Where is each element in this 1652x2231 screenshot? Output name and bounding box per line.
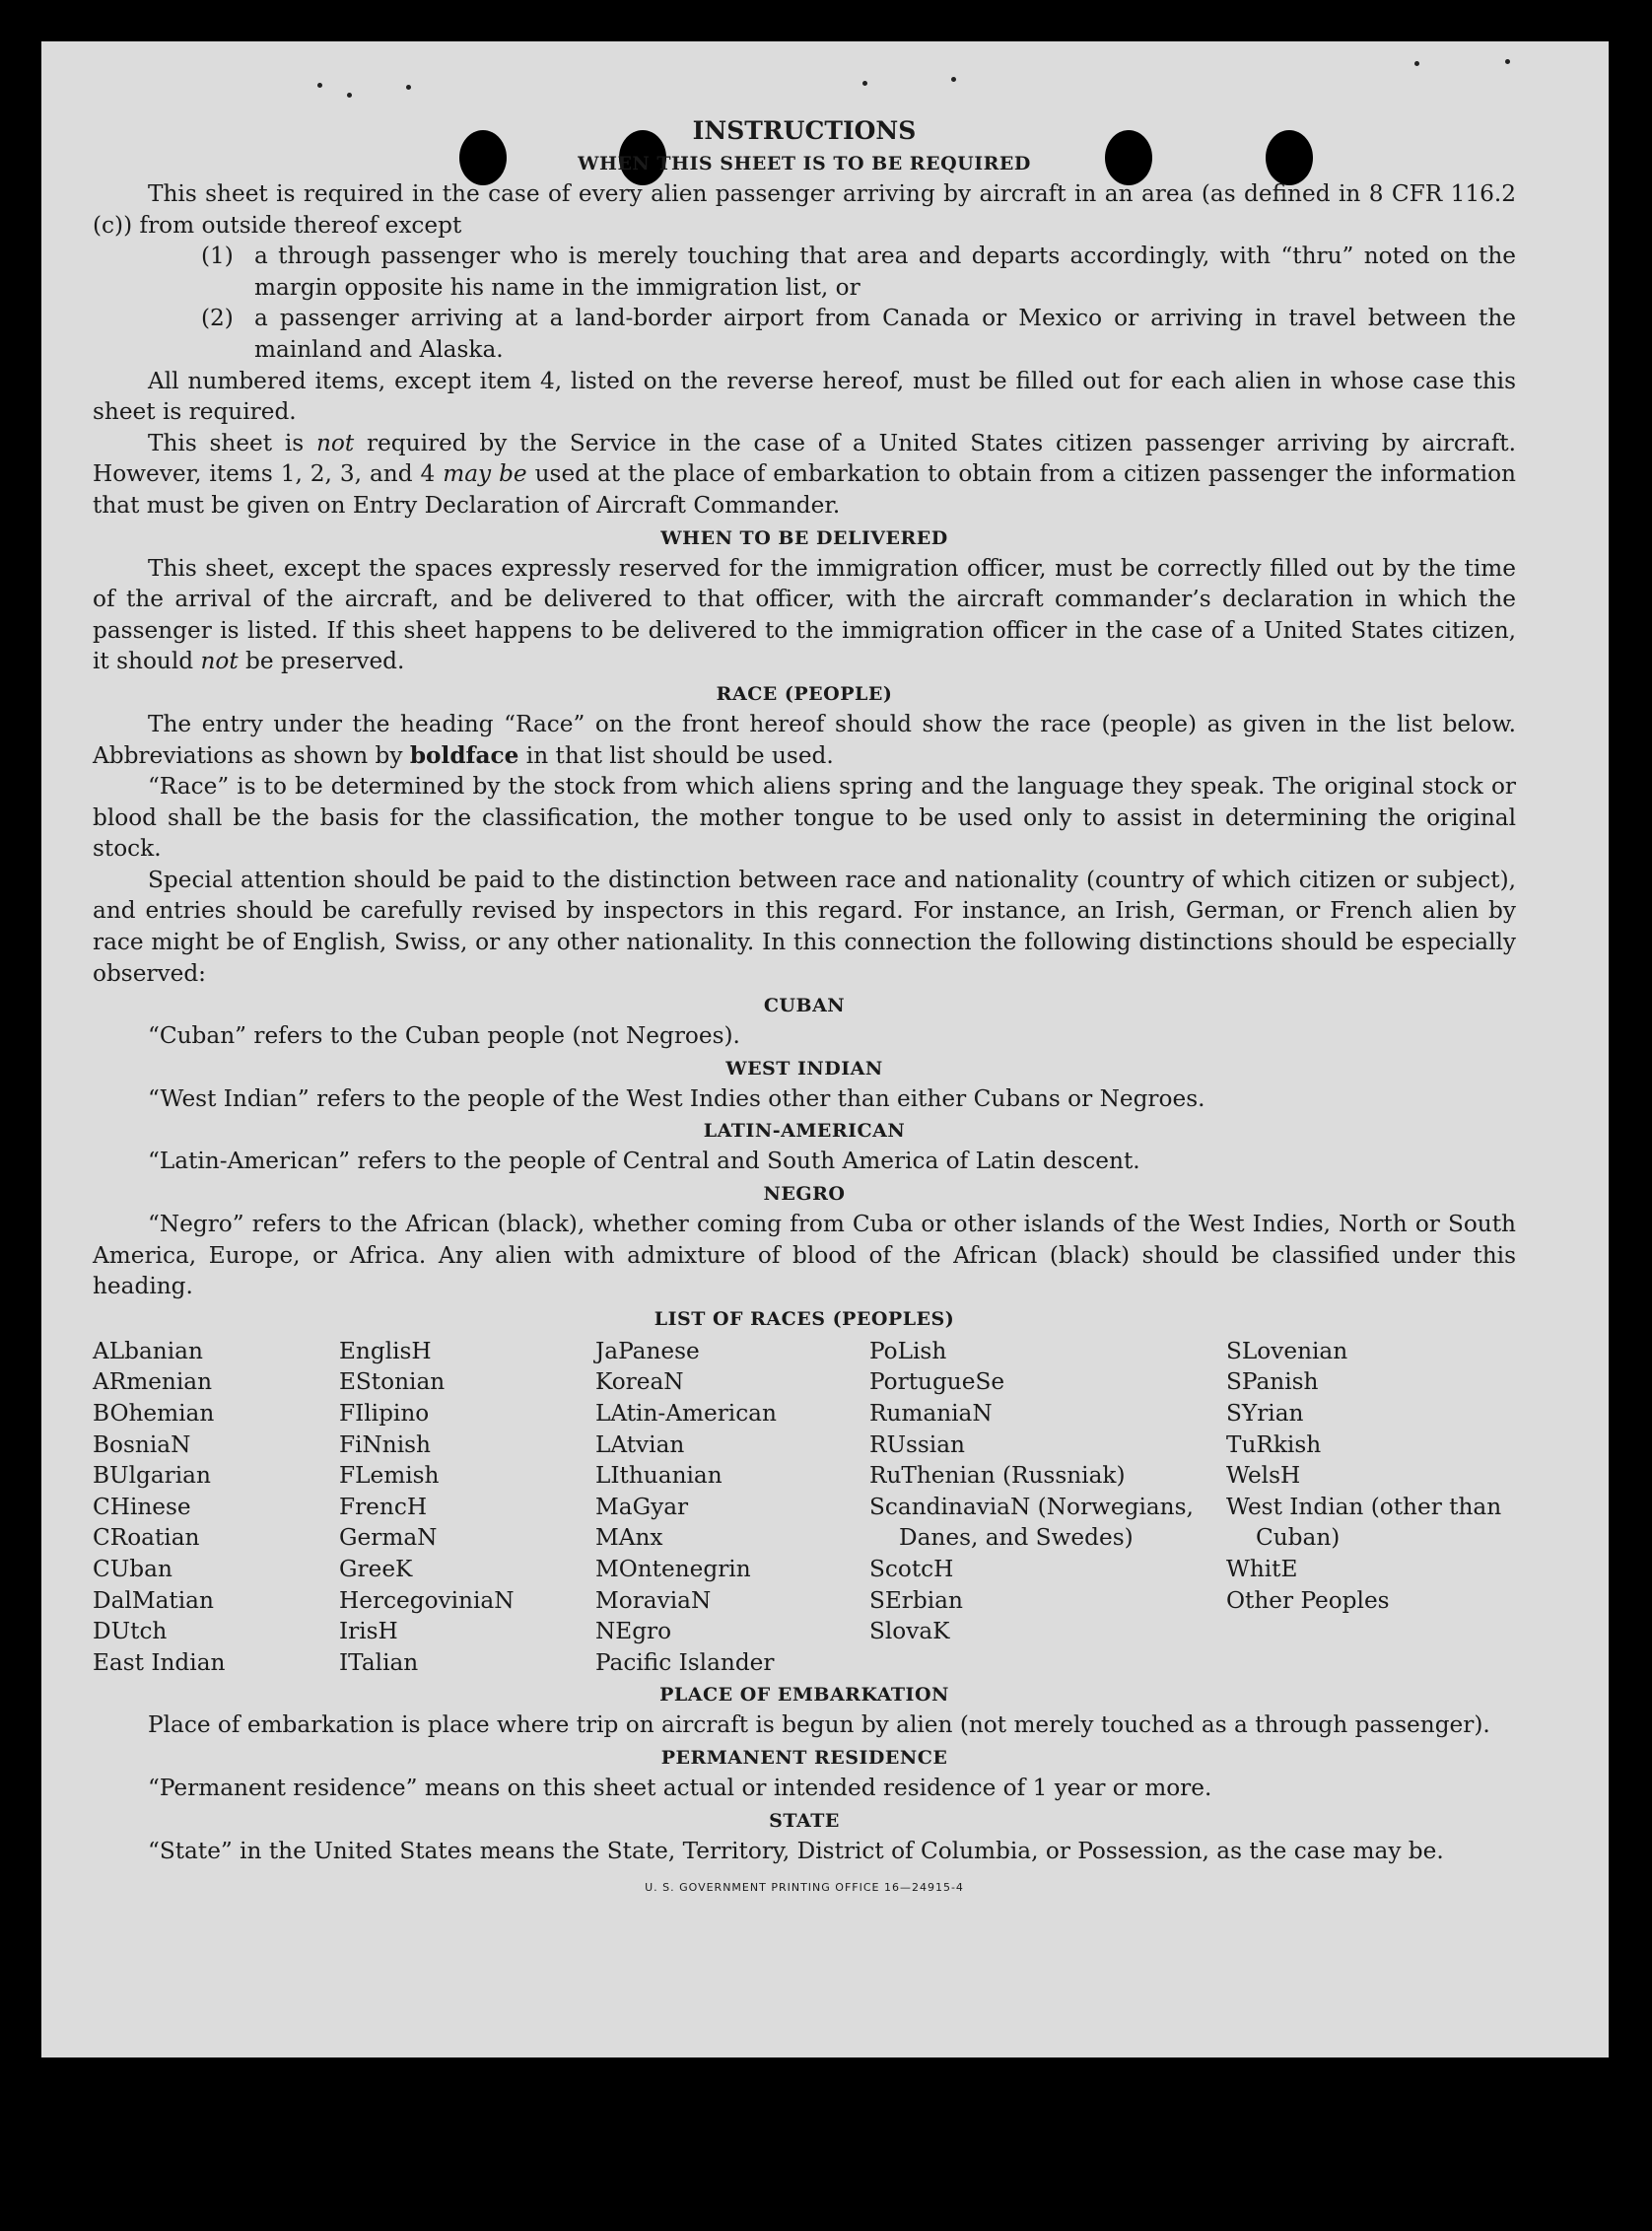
item-number: (2) — [201, 305, 234, 332]
speck — [347, 93, 352, 98]
race-entry: CRoatian — [93, 1524, 200, 1552]
paragraph: “State” in the United States means the State, Territory, District of Columbia, or Possession, as the case may be. — [148, 1837, 1444, 1864]
race-entry: Pacific Islander — [595, 1648, 775, 1676]
paragraph: All numbered items, except item 4, listed on the reverse hereof, must be filled out for each alien in whose case this sheet is required. — [93, 367, 1516, 426]
race-entry: ARmenian — [93, 1368, 213, 1396]
race-entry: MAnx — [595, 1524, 663, 1552]
race-entry: ScandinaviaN (Norwegians, Danes, and Swedes) — [869, 1493, 1194, 1552]
italic-text: may be — [443, 460, 527, 488]
races-column — [869, 1336, 1226, 1679]
race-entry: SlovaK — [869, 1618, 950, 1645]
section-heading-list-of-races: LIST OF RACES (PEOPLES) — [654, 1307, 955, 1330]
list-item — [93, 303, 1516, 365]
race-entry: ITalian — [339, 1648, 419, 1676]
section-heading-state: STATE — [769, 1809, 840, 1832]
text-span: required by the Service in the case of a United States citizen passenger arriving by aircraft. However, items 1, 2, 3, and 4 — [93, 429, 1516, 488]
race-entry: KoreaN — [595, 1368, 684, 1396]
race-entry: MoraviaN — [595, 1586, 712, 1614]
race-entry: GreeK — [339, 1555, 413, 1582]
race-entry: TuRkish — [1226, 1430, 1322, 1458]
race-entry: East Indian — [93, 1648, 226, 1676]
race-entry: PortugueSe — [869, 1368, 1005, 1396]
race-entry: BOhemian — [93, 1400, 215, 1427]
italic-text: not — [315, 429, 355, 456]
race-entry: WhitE — [1226, 1555, 1298, 1582]
paragraph: Special attention should be paid to the distinction between race and nationality (country of which citizen or subject), and entries should be carefully revised by inspectors in this regard. For instance, an Irish, German, or French alien by race might be of English, Swiss, or any other nationality. In this connection the following distinctions should be especially observed: — [93, 866, 1516, 987]
paragraph: Place of embarkation is place where trip on aircraft is begun by alien (not merely touched as a through passenger). — [148, 1711, 1490, 1739]
race-entry: MOntenegrin — [595, 1555, 751, 1582]
paragraph: “West Indian” refers to the people of the West Indies other than either Cubans or Negroes. — [148, 1084, 1205, 1112]
race-entry: PoLish — [869, 1337, 947, 1364]
race-entry: IrisH — [339, 1618, 398, 1645]
item-text: a passenger arriving at a land-border airport from Canada or Mexico or arriving in travel between the mainland and Alaska. — [254, 305, 1516, 363]
paragraph — [93, 553, 1516, 677]
race-entry: DUtch — [93, 1618, 168, 1645]
section-heading-race: RACE (PEOPLE) — [716, 682, 893, 705]
page-title: INSTRUCTIONS — [692, 116, 917, 145]
races-column — [1226, 1336, 1516, 1679]
paragraph — [93, 428, 1516, 522]
section-heading-delivered: WHEN TO BE DELIVERED — [660, 526, 948, 549]
section-heading-required: WHEN THIS SHEET IS TO BE REQUIRED — [578, 153, 1031, 174]
instructions-content — [93, 115, 1516, 1904]
paragraph: “Latin-American” refers to the people of Central and South America of Latin descent. — [148, 1148, 1140, 1175]
race-entry: MaGyar — [595, 1493, 689, 1520]
race-entry: CUban — [93, 1555, 172, 1582]
text-span: This sheet is — [148, 429, 316, 456]
paragraph: “Permanent residence” means on this sheet actual or intended residence of 1 year or more. — [148, 1774, 1212, 1801]
race-entry: RuThenian (Russniak) — [869, 1462, 1126, 1490]
race-entry: JaPanese — [595, 1337, 700, 1364]
item-text: a through passenger who is merely touching that area and departs accordingly, with “thru” noted on the margin opposite his name in the immigration list, or — [254, 243, 1516, 301]
race-entry: NEgro — [595, 1618, 672, 1645]
race-entry: FrencH — [339, 1493, 428, 1520]
paragraph: “Cuban” refers to the Cuban people (not Negroes). — [148, 1022, 740, 1050]
text-span: be preserved. — [238, 648, 405, 675]
race-entry: GermaN — [339, 1524, 438, 1552]
list-item — [93, 241, 1516, 303]
race-entry: FIlipino — [339, 1400, 430, 1427]
race-entry: West Indian (other than Cuban) — [1226, 1493, 1502, 1552]
race-entry: RumaniaN — [869, 1400, 993, 1427]
race-entry: SYrian — [1226, 1400, 1304, 1427]
races-column — [93, 1336, 339, 1679]
paragraph: “Negro” refers to the African (black), whether coming from Cuba or other islands of the West Indies, North or South America, Europe, or Africa. Any alien with admixture of blood of the African (black) should be classified under this heading. — [93, 1211, 1516, 1300]
text-span: in that list should be used. — [518, 741, 834, 769]
section-heading-west-indian: WEST INDIAN — [725, 1057, 883, 1080]
race-entry: LAtin-American — [595, 1400, 777, 1427]
race-entry: LIthuanian — [595, 1462, 723, 1490]
race-entry: RUssian — [869, 1430, 965, 1458]
italic-text: not — [200, 648, 239, 675]
speck — [951, 77, 956, 82]
races-column — [339, 1336, 595, 1679]
speck — [1414, 61, 1419, 66]
race-entry: WelsH — [1226, 1462, 1301, 1490]
paragraph: “Race” is to be determined by the stock from which aliens spring and the language they speak. The original stock or blood shall be the basis for the classification, the mother tongue to be used only to assist in determining the original stock. — [93, 773, 1516, 863]
bold-text: boldface — [409, 741, 519, 769]
race-entry: Other Peoples — [1226, 1586, 1390, 1614]
paragraph — [93, 709, 1516, 771]
speck — [862, 81, 867, 86]
section-heading-negro: NEGRO — [763, 1183, 846, 1206]
speck — [1505, 59, 1510, 64]
text-span: This sheet, except the spaces expressly reserved for the immigration officer, must be correctly filled out by the time of the arrival of the aircraft, and be delivered to that officer, with the aircraft commander’s declaration in which the passenger is listed. If this sheet happens to be delivered to the immigration officer in the case of a United States citizen, it should — [93, 554, 1516, 675]
races-column — [595, 1336, 869, 1679]
race-entry: LAtvian — [595, 1430, 685, 1458]
race-entry: SPanish — [1226, 1368, 1319, 1396]
printer-imprint: U. S. GOVERNMENT PRINTING OFFICE 16—24915-4 — [645, 1881, 964, 1895]
race-entry: SErbian — [869, 1586, 963, 1614]
race-entry: DalMatian — [93, 1586, 214, 1614]
text-span: The entry under the heading “Race” on the front hereof should show the race (people) as given in the list below. Abbreviations as shown by — [93, 710, 1516, 769]
section-heading-cuban: CUBAN — [763, 995, 846, 1017]
race-entry: BosniaN — [93, 1430, 191, 1458]
section-heading-latin-american: LATIN-AMERICAN — [703, 1120, 906, 1143]
race-entry: EStonian — [339, 1368, 446, 1396]
item-number: (1) — [201, 243, 234, 270]
race-entry: BUlgarian — [93, 1462, 211, 1490]
race-entry: FiNnish — [339, 1430, 431, 1458]
race-entry: EnglisH — [339, 1337, 432, 1364]
text-span: used at the place of embarkation to obtain from a citizen passenger the information that must be given on Entry Declaration of Aircraft Commander. — [93, 460, 1516, 519]
races-list — [93, 1336, 1516, 1679]
race-entry: CHinese — [93, 1493, 191, 1520]
race-entry: HercegoviniaN — [339, 1586, 515, 1614]
race-entry: SLovenian — [1226, 1337, 1348, 1364]
section-heading-embarkation: PLACE OF EMBARKATION — [659, 1684, 949, 1707]
race-entry: ALbanian — [93, 1337, 203, 1364]
section-heading-residence: PERMANENT RESIDENCE — [660, 1746, 948, 1769]
paragraph: This sheet is required in the case of every alien passenger arriving by aircraft in an area (as defined in 8 CFR 116.2 (c)) from outside thereof except — [93, 180, 1516, 239]
race-entry: ScotcH — [869, 1555, 954, 1582]
speck — [406, 85, 411, 90]
race-entry: FLemish — [339, 1462, 440, 1490]
speck — [317, 83, 322, 88]
